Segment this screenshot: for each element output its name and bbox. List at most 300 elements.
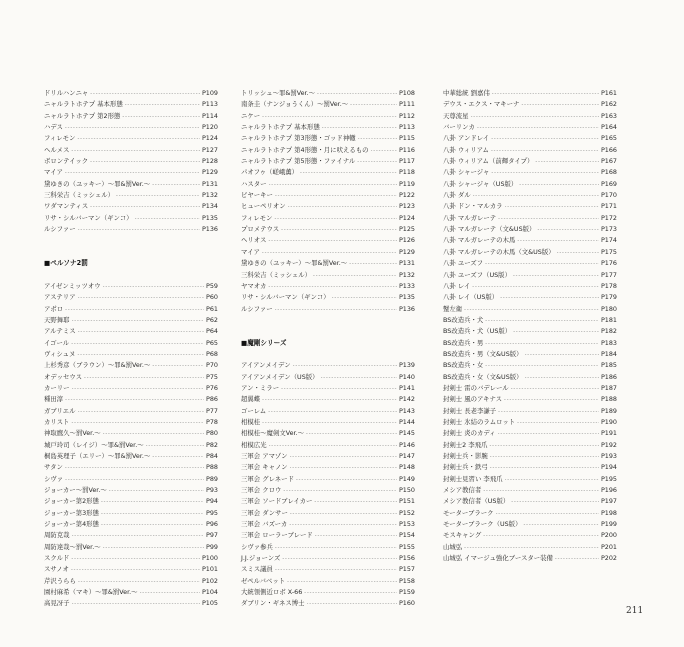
- index-entry: [443, 474, 617, 485]
- dot-leader: [505, 475, 599, 486]
- dot-leader: [275, 305, 397, 316]
- index-entry: [443, 156, 617, 167]
- dot-leader: [300, 168, 397, 179]
- index-entry: [44, 156, 218, 167]
- entry-name: 上杉秀彦（ブラウン）～罪&罰Ver.～: [44, 361, 151, 370]
- entry-name: マイア: [241, 247, 260, 256]
- entry-page: P181: [600, 315, 617, 324]
- entry-page: P61: [206, 304, 218, 313]
- entry-page: P168: [600, 168, 617, 177]
- entry-name: 八卦 マルガレーテの木馬: [443, 236, 516, 245]
- entry-name: トリッシュ～罪&罰Ver.～: [241, 89, 315, 97]
- entry-name: パオフゥ（嵯峨薫）: [241, 168, 299, 177]
- index-entry: [44, 179, 218, 190]
- entry-page: P192: [600, 440, 617, 449]
- index-entry: [443, 508, 617, 519]
- entry-page: P173: [600, 225, 617, 234]
- dot-leader: [535, 157, 599, 168]
- entry-name: 三軍会 バズーカ: [241, 520, 288, 529]
- entry-name: BS改造兵・男（文&US版）: [443, 349, 523, 358]
- entry-page: P152: [398, 508, 415, 517]
- entry-page: P202: [600, 554, 617, 563]
- entry-name: 相模広光: [241, 440, 267, 449]
- entry-page: P120: [201, 123, 218, 132]
- entry-name: リサ・シルバーマン（ギンコ）: [241, 293, 330, 302]
- entry-name: ヤマオカ: [241, 281, 267, 290]
- entry-page: P165: [600, 134, 617, 143]
- entry-name: ガブリエル: [44, 406, 76, 415]
- dot-leader: [78, 407, 204, 418]
- dot-leader: [464, 305, 599, 316]
- dot-leader: [281, 384, 397, 395]
- entry-page: P188: [600, 395, 617, 404]
- index-entry: [44, 145, 218, 156]
- index-entry: [443, 247, 617, 258]
- entry-page: P190: [600, 417, 617, 426]
- entry-name: 封剣士兵・影腕: [443, 452, 488, 460]
- entry-name: アン・ミラー: [241, 383, 280, 392]
- index-entry: [443, 338, 617, 349]
- entry-page: P113: [201, 100, 218, 109]
- index-entry: [241, 292, 415, 303]
- entry-name: スクルド: [44, 554, 70, 563]
- entry-page: P194: [600, 463, 617, 472]
- entry-name: ドリルハンニャ: [44, 89, 89, 97]
- dot-leader: [321, 373, 397, 384]
- entry-name: 城戸玲司（レイジ）～罪&罰Ver.～: [44, 440, 144, 449]
- index-entry: [241, 519, 415, 530]
- index-column-3: [443, 88, 617, 564]
- index-entry: [241, 145, 415, 156]
- entry-name: サタン: [44, 463, 63, 472]
- index-entry: [241, 372, 415, 383]
- entry-name: BS改造兵・女（文&US版）: [443, 372, 523, 381]
- entry-name: 三科栄吉（ミッシェル）: [44, 191, 115, 200]
- spacer: [44, 270, 218, 281]
- entry-name: 三軍会 キャノン: [241, 463, 288, 472]
- index-entry: [44, 213, 218, 224]
- index-entry: [44, 190, 218, 201]
- index-entry: [443, 394, 617, 405]
- index-entry: [443, 270, 617, 281]
- entry-page: P176: [600, 259, 617, 268]
- index-entry: [443, 111, 617, 122]
- entry-name: ヒューペリオン: [241, 202, 286, 211]
- entry-page: P184: [600, 349, 617, 358]
- entry-name: ジョーカー第2形態: [44, 497, 99, 506]
- index-entry: [241, 542, 415, 553]
- section-header: ■ペルソナ2罰: [44, 259, 88, 268]
- entry-name: アイアンメイデン（US版）: [241, 372, 319, 381]
- entry-page: P185: [600, 361, 617, 370]
- section-header: ■魔剛シリーズ: [241, 338, 287, 347]
- entry-name: プロメテウス: [241, 225, 280, 234]
- entry-name: ゴーレム: [241, 406, 267, 415]
- entry-name: ヘリオス: [241, 236, 267, 245]
- entry-name: ニケー: [241, 111, 261, 120]
- dot-leader: [269, 441, 397, 452]
- index-entry: [241, 235, 415, 246]
- entry-name: ボロンテイック: [44, 157, 89, 166]
- dot-leader: [101, 520, 204, 531]
- dot-leader: [505, 202, 599, 213]
- entry-page: P119: [398, 179, 415, 188]
- entry-name: 超翼蝶: [241, 395, 261, 404]
- dot-leader: [268, 236, 397, 247]
- entry-page: P139: [398, 361, 415, 370]
- entry-page: P180: [600, 304, 617, 313]
- index-entry: [241, 99, 415, 110]
- entry-page: P187: [600, 383, 617, 392]
- entry-name: ニャルラトホテプ 第3形態・ゴッド神轍: [241, 134, 356, 143]
- index-entry: [44, 576, 218, 587]
- entry-page: P114: [201, 111, 218, 120]
- entry-page: P127: [201, 145, 218, 154]
- entry-page: P64: [206, 327, 218, 336]
- entry-page: P118: [398, 168, 415, 177]
- index-entry: [241, 451, 415, 462]
- index-entry: [443, 542, 617, 553]
- dot-leader: [288, 202, 397, 213]
- entry-page: P131: [201, 179, 218, 188]
- index-entry: [241, 474, 415, 485]
- entry-page: P128: [201, 157, 218, 166]
- entry-page: P146: [398, 440, 415, 449]
- dot-leader: [65, 123, 200, 134]
- entry-page: P100: [201, 554, 218, 563]
- entry-name: ジョーカー第3形態: [44, 508, 99, 517]
- entry-page: P182: [600, 327, 617, 336]
- index-entry: [443, 304, 617, 315]
- entry-name: ルシファー: [241, 304, 273, 313]
- entry-name: 山城弘 イマージュ強化ブースター装備: [443, 554, 553, 563]
- index-entry: [44, 122, 218, 133]
- entry-name: ニャルラトホテプ 基本形態: [44, 100, 123, 109]
- entry-name: ゼペルバベット: [241, 576, 286, 585]
- entry-name: 三科栄吉（ミッシェル）: [241, 270, 312, 279]
- index-entry: [443, 519, 617, 530]
- index-entry: [241, 122, 415, 133]
- entry-page: P96: [206, 520, 218, 529]
- entry-page: P147: [398, 452, 415, 460]
- dot-leader: [290, 509, 397, 520]
- entry-page: P76: [206, 383, 218, 392]
- entry-page: P117: [398, 157, 415, 166]
- dot-leader: [65, 463, 204, 474]
- entry-page: P123: [398, 202, 415, 211]
- entry-name: 封剣士 雷のバデレール: [443, 383, 509, 392]
- dot-leader: [315, 531, 397, 542]
- dot-leader: [304, 588, 397, 599]
- dot-leader: [525, 350, 599, 361]
- index-entry: [443, 99, 617, 110]
- index-entry: [44, 349, 218, 360]
- index-column-1: [44, 88, 218, 610]
- index-entry: [44, 485, 218, 496]
- index-entry: [44, 542, 218, 553]
- index-entry: [44, 372, 218, 383]
- index-entry: [241, 224, 415, 235]
- entry-page: P129: [398, 247, 415, 256]
- index-entry: [44, 417, 218, 428]
- dot-leader: [511, 384, 599, 395]
- entry-page: P134: [201, 202, 218, 211]
- entry-name: 八卦 マルガレーテ（文&US版）: [443, 225, 536, 234]
- index-entry: [443, 145, 617, 156]
- entry-page: P124: [201, 134, 218, 143]
- index-entry: [44, 304, 218, 315]
- entry-name: 園村麻希（マキ）～罪&罰Ver.～: [44, 588, 138, 597]
- entry-name: 神取鷹久～罰Ver.～: [44, 429, 101, 438]
- entry-name: シヴァ: [44, 474, 64, 483]
- entry-page: P191: [600, 429, 617, 438]
- dot-leader: [103, 282, 204, 293]
- entry-page: P151: [398, 497, 415, 506]
- dot-leader: [525, 373, 599, 384]
- spacer: [241, 349, 415, 360]
- entry-page: P157: [398, 565, 415, 574]
- entry-page: P108: [398, 89, 415, 97]
- index-entry: [443, 190, 617, 201]
- entry-name: 三軍会 グレネード: [241, 474, 294, 483]
- dot-leader: [483, 531, 599, 542]
- entry-page: P59: [206, 281, 218, 290]
- entry-page: P166: [600, 145, 617, 154]
- index-entry: [44, 428, 218, 439]
- entry-page: P75: [206, 372, 218, 381]
- entry-page: P93: [206, 486, 218, 495]
- index-entry: [44, 360, 218, 371]
- dot-leader: [521, 100, 599, 111]
- index-entry: [44, 315, 218, 326]
- entry-page: P99: [206, 542, 218, 551]
- index-entry: [443, 133, 617, 144]
- dot-leader: [296, 475, 397, 486]
- index-entry: [241, 440, 415, 451]
- entry-name: メシア教信者（US版）: [443, 497, 510, 506]
- dot-leader: [71, 565, 200, 576]
- entry-name: アポロ: [44, 304, 64, 313]
- entry-name: 八卦 シャージャ: [443, 168, 490, 177]
- entry-name: モーターブラーク（US版）: [443, 520, 522, 529]
- index-entry: [443, 451, 617, 462]
- entry-page: P129: [201, 168, 218, 177]
- dot-leader: [65, 305, 204, 316]
- entry-page: P125: [398, 225, 415, 234]
- dot-leader: [349, 259, 397, 270]
- index-entry: [44, 224, 218, 235]
- index-entry: [443, 326, 617, 337]
- entry-page: P169: [600, 179, 617, 188]
- entry-name: ジョーカー第4形態: [44, 520, 99, 529]
- entry-name: カリスト: [44, 417, 70, 426]
- index-entry: [44, 553, 218, 564]
- entry-name: 封剣士 風のアキナス: [443, 395, 503, 404]
- entry-name: アステリア: [44, 293, 76, 302]
- entry-page: P156: [398, 554, 415, 563]
- index-entry: [241, 553, 415, 564]
- dot-leader: [122, 112, 200, 123]
- index-entry: [443, 315, 617, 326]
- index-entry: [44, 133, 218, 144]
- index-entry: [241, 213, 415, 224]
- entry-name: 南条圭（ナンジョうくん）～罰Ver.～: [241, 100, 349, 109]
- entry-page: P116: [398, 145, 415, 154]
- dot-leader: [523, 520, 598, 531]
- dot-leader: [314, 497, 397, 508]
- index-entry: [241, 496, 415, 507]
- index-entry: [443, 406, 617, 417]
- entry-page: P115: [398, 134, 415, 143]
- entry-page: P170: [600, 191, 617, 200]
- index-entry: [44, 406, 218, 417]
- index-entry: [241, 167, 415, 178]
- dot-leader: [357, 157, 397, 168]
- index-entry: [44, 201, 218, 212]
- entry-page: P104: [201, 588, 218, 597]
- dot-leader: [116, 191, 200, 202]
- entry-page: P186: [600, 372, 617, 381]
- entry-name: フィレモン: [241, 213, 273, 222]
- spacer: [241, 326, 415, 337]
- index-entry: [443, 383, 617, 394]
- index-entry: [44, 99, 218, 110]
- dot-leader: [101, 509, 204, 520]
- index-entry: [44, 530, 218, 541]
- entry-page: P78: [206, 417, 218, 426]
- entry-name: 相模桂～魔剣文Ver.～: [241, 429, 305, 438]
- index-entry: [44, 598, 218, 609]
- entry-name: 中華総統 劉嘉伟: [443, 89, 490, 97]
- dot-leader: [140, 588, 200, 599]
- dot-leader: [350, 100, 397, 111]
- entry-page: P193: [600, 452, 617, 460]
- entry-page: P101: [201, 565, 218, 574]
- entry-name: オデッセウス: [44, 372, 83, 381]
- dot-leader: [513, 271, 599, 282]
- dot-leader: [71, 146, 200, 157]
- dot-leader: [290, 452, 397, 463]
- index-entry: [241, 485, 415, 496]
- entry-name: BS改造兵・女: [443, 361, 484, 370]
- dot-leader: [489, 441, 598, 452]
- entry-page: P195: [600, 474, 617, 483]
- entry-page: P144: [398, 417, 415, 426]
- index-entry: [241, 360, 415, 371]
- dot-leader: [78, 225, 200, 236]
- dot-leader: [72, 599, 200, 610]
- dot-leader: [262, 395, 397, 406]
- entry-page: P68: [206, 349, 218, 358]
- index-entry: [443, 213, 617, 224]
- entry-name: ニャルラトホテプ 第4形態・月に吠えるもの: [241, 145, 369, 154]
- dot-leader: [125, 100, 200, 111]
- entry-name: 芹沢うらら: [44, 576, 76, 585]
- spacer: [241, 315, 415, 326]
- index-entry: [241, 281, 415, 292]
- entry-name: BS改造兵・男: [443, 338, 484, 347]
- dot-leader: [101, 497, 204, 508]
- dot-leader: [513, 327, 599, 338]
- entry-page: P132: [398, 270, 415, 279]
- entry-name: モスキャング: [443, 531, 482, 540]
- entry-name: フィレモン: [44, 134, 76, 143]
- dot-leader: [504, 395, 599, 406]
- entry-page: P109: [201, 89, 218, 97]
- index-entry: [241, 428, 415, 439]
- dot-leader: [152, 361, 204, 372]
- entry-page: P94: [206, 497, 218, 506]
- index-entry: [44, 474, 218, 485]
- entry-page: P133: [398, 281, 415, 290]
- entry-page: P196: [600, 486, 617, 495]
- entry-page: P142: [398, 395, 415, 404]
- index-entry: [443, 258, 617, 269]
- entry-page: P113: [398, 123, 415, 132]
- entry-name: 八卦 ユーズフ（US版）: [443, 270, 511, 279]
- index-entry: [443, 440, 617, 451]
- dot-leader: [490, 452, 599, 463]
- index-entry: [44, 88, 218, 99]
- entry-name: 八卦 マルガレーテ: [443, 213, 497, 222]
- index-entry: [241, 394, 415, 405]
- dot-leader: [78, 293, 204, 304]
- page-number: 211: [626, 606, 644, 616]
- index-entry: [44, 383, 218, 394]
- entry-name: 封剣士 氷結のラムロット: [443, 417, 516, 426]
- entry-name: ヴィシュヌ: [44, 349, 76, 358]
- entry-name: モーターブラーク: [443, 508, 494, 517]
- entry-name: 黛ゆきの（ユッキー）～罪&罰Ver.～: [44, 179, 151, 188]
- entry-name: ニャルラトホテプ 基本形態: [241, 123, 320, 132]
- entry-name: 八卦 レイ（US版）: [443, 293, 499, 302]
- entry-name: マイア: [44, 168, 63, 177]
- index-entry: [443, 417, 617, 428]
- index-entry: [241, 598, 415, 609]
- entry-name: 蟹左衛: [443, 304, 463, 313]
- index-entry: [443, 224, 617, 235]
- dot-leader: [517, 418, 599, 429]
- index-entry: [44, 462, 218, 473]
- dot-leader: [274, 214, 396, 225]
- entry-name: 封剣士 長老李謙子: [443, 406, 497, 415]
- index-entry: [241, 156, 415, 167]
- entry-page: P201: [600, 542, 617, 551]
- dot-leader: [152, 180, 200, 191]
- index-entry: [44, 281, 218, 292]
- entry-page: P88: [206, 463, 218, 472]
- index-entry: [44, 167, 218, 178]
- entry-page: P198: [600, 508, 617, 517]
- entry-page: P136: [201, 225, 218, 234]
- index-entry: [241, 576, 415, 587]
- entry-name: J.J.ジョーンズ: [241, 554, 281, 563]
- entry-page: P65: [206, 338, 218, 347]
- entry-page: P136: [398, 304, 415, 313]
- index-entry: [44, 496, 218, 507]
- dot-leader: [332, 293, 397, 304]
- entry-page: P60: [206, 293, 218, 302]
- index-entry: [44, 394, 218, 405]
- dot-leader: [109, 486, 204, 497]
- entry-name: 三軍会 アマゾン: [241, 452, 288, 460]
- index-entry: [44, 292, 218, 303]
- entry-name: バーリンカ: [443, 123, 475, 132]
- dot-leader: [275, 191, 397, 202]
- entry-name: 天野舞耶: [44, 315, 70, 324]
- index-entry: [443, 292, 617, 303]
- index-entry: [44, 508, 218, 519]
